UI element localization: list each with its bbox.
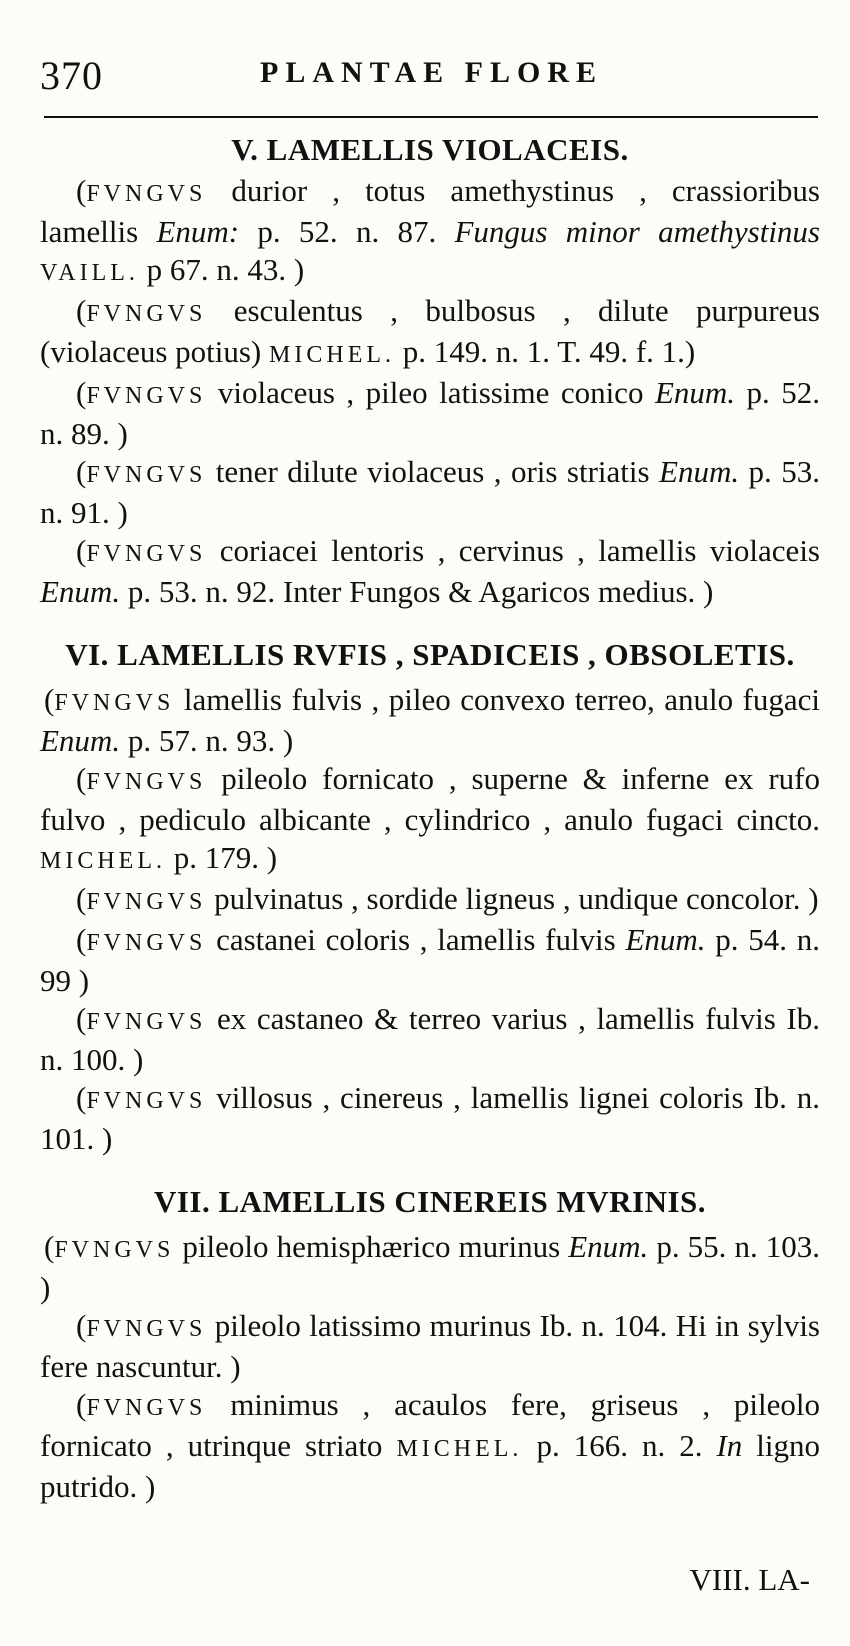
reference: Enum. (568, 1229, 649, 1264)
author-name: MICHEL. (269, 342, 396, 368)
entry: (FVNGVS pileolo hemisphærico murinus Enum. p. 55. n. 103. ) (40, 1229, 820, 1305)
genus-name: FVNGVS (86, 1009, 207, 1035)
entry: (FVNGVS minimus , acaulos fere, griseus , pileolo fornicato , utrinque striato MICHEL. p. 166. n. 2. In ligno putrido. ) (40, 1387, 820, 1504)
entry: (FVNGVS tener dilute violaceus , oris striatis Enum. p. 53. n. 91. ) (40, 454, 821, 530)
genus-name: FVNGVS (86, 1395, 207, 1421)
reference: Enum. (654, 375, 736, 410)
reference: Enum. (659, 454, 740, 489)
genus-name: FVNGVS (86, 462, 207, 488)
author-name: VAILL. (40, 260, 139, 286)
genus-name: FVNGVS (86, 1316, 207, 1342)
habitat-note: In (716, 1428, 743, 1463)
genus-name: FVNGVS (54, 1237, 175, 1263)
genus-name: FVNGVS (86, 383, 207, 409)
entry: (FVNGVS esculentus , bulbosus , dilute purpureus (violaceus potius) MICHEL. p. 149. n. 1. T. 49. f. 1.) (40, 293, 820, 369)
entry: (FVNGVS pileolo latissimo murinus Ib. n. 104. Hi in sylvis fere nascuntur. ) (40, 1308, 820, 1384)
genus-name: FVNGVS (86, 301, 207, 327)
header-rule (44, 116, 818, 118)
author-name: MICHEL. (40, 848, 166, 874)
running-title: PLANTAE FLORE (260, 56, 603, 89)
page-number: 370 (40, 53, 103, 98)
genus-name: FVNGVS (86, 1088, 207, 1114)
reference: Enum. (40, 723, 121, 758)
author-name: MICHEL. (396, 1436, 523, 1462)
reference: Enum: (156, 214, 240, 249)
reference: Enum. (625, 922, 706, 957)
genus-name: FVNGVS (86, 769, 207, 795)
genus-name: FVNGVS (86, 889, 207, 915)
entry: (FVNGVS ex castaneo & terreo varius , lamellis fulvis Ib. n. 100. ) (40, 1001, 820, 1077)
entry: (FVNGVS pileolo fornicato , superne & inferne ex rufo fulvo , pediculo albicante , cylindrico , anulo fugaci cincto. MICHEL. p. 179. ) (40, 761, 820, 875)
genus-name: FVNGVS (54, 690, 175, 716)
page-header (40, 52, 820, 102)
section-heading-vii: VII. LAMELLIS CINEREIS MVRINIS. (153, 1184, 707, 1219)
entry: (FVNGVS violaceus , pileo latissime conico Enum. p. 52. n. 89. ) (40, 375, 820, 451)
genus-name: FVNGVS (86, 930, 207, 956)
entry: (FVNGVS pulvinatus , sordide ligneus , undique concolor. ) (76, 881, 819, 916)
synonym: Fungus minor amethystinus (454, 214, 820, 249)
page-body (40, 128, 820, 1506)
genus-name: FVNGVS (86, 541, 207, 567)
entry: (FVNGVS villosus , cinereus , lamellis lignei coloris Ib. n. 101. ) (40, 1080, 820, 1156)
entry: (FVNGVS durior , totus amethystinus , crassioribus lamellis Enum: p. 52. n. 87. Fungus minor amethystinus VAILL. p 67. n. 43. ) (40, 173, 820, 287)
catchword: VIII. LA- (689, 1562, 810, 1597)
reference: Enum. (40, 574, 121, 609)
section-heading-vi: VI. LAMELLIS RVFIS , SPADICEIS , OBSOLETIS. (65, 637, 795, 672)
section-heading-v: V. LAMELLIS VIOLACEIS. (231, 132, 629, 167)
entry: (FVNGVS lamellis fulvis , pileo convexo terreo, anulo fugaci Enum. p. 57. n. 93. ) (40, 682, 820, 758)
entry: (FVNGVS castanei coloris , lamellis fulvis Enum. p. 54. n. 99 ) (40, 922, 820, 998)
entry: (FVNGVS coriacei lentoris , cervinus , lamellis violaceis Enum. p. 53. n. 92. Inter Fungos & Agaricos medius. ) (40, 533, 820, 609)
genus-name: FVNGVS (86, 181, 207, 207)
